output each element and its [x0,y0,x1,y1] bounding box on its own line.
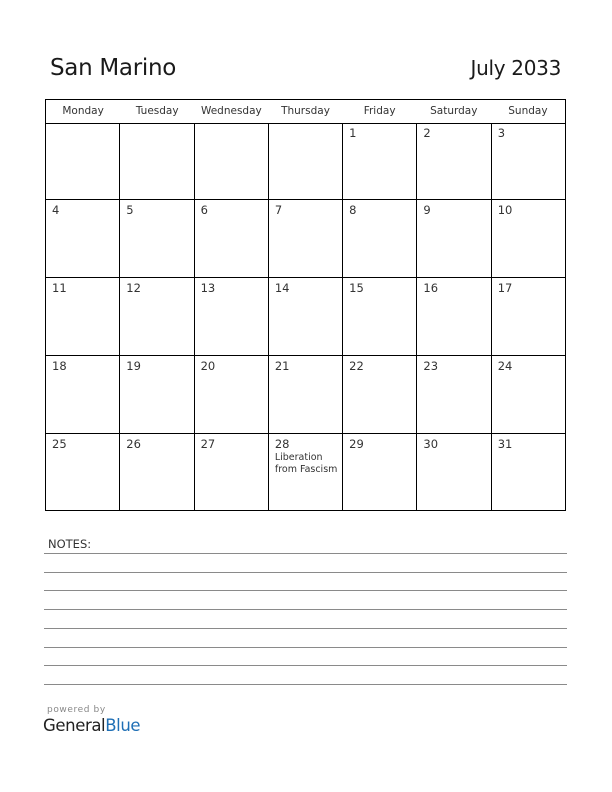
day-number: 20 [200,359,216,373]
week-row [46,278,565,356]
day-cell [119,356,193,433]
day-cell [342,278,416,355]
day-cell [194,356,268,433]
day-cell [342,434,416,511]
day-number: 27 [200,437,216,451]
day-number: 24 [497,359,513,373]
day-number: 23 [423,359,439,373]
weekday-tuesday: Tuesday [135,105,179,117]
notes-line [44,553,567,554]
day-number: 28 [274,437,290,451]
weekday-thursday: Thursday [281,105,330,117]
day-number: 5 [126,203,134,217]
calendar-grid [45,99,566,511]
day-cell [491,123,565,199]
day-cell [491,356,565,433]
day-number: 2 [423,126,431,140]
day-cell [491,278,565,355]
day-cell [46,356,119,433]
weekday-sunday: Sunday [508,105,548,117]
week-row [46,200,565,278]
weekday-wednesday: Wednesday [200,105,262,117]
holiday-label: Liberation from Fascism [274,452,338,475]
notes-line [44,665,567,666]
notes-label: NOTES: [48,537,92,551]
day-number: 6 [200,203,208,217]
day-number: 30 [423,437,439,451]
day-cell [119,123,193,199]
day-number: 17 [497,281,513,295]
generalblue-logo [43,716,140,735]
day-number: 10 [497,203,513,217]
day-number: 14 [274,281,290,295]
week-row [46,434,565,511]
day-number: 31 [497,437,513,451]
day-number: 15 [349,281,364,295]
day-cell [268,434,342,511]
day-cell [416,200,490,277]
weekday-friday: Friday [363,105,396,117]
day-number: 25 [52,437,67,451]
day-cell [46,434,119,511]
day-number: 3 [497,126,506,140]
day-number: 19 [126,359,141,373]
day-cell [46,123,119,199]
weekday-monday: Monday [62,105,104,117]
day-cell [268,356,342,433]
notes-line [44,572,567,573]
day-cell [416,434,490,511]
day-number: 13 [200,281,216,295]
week-row [46,356,565,434]
day-number: 7 [274,203,283,217]
day-number: 26 [126,437,141,451]
notes-line [44,647,567,648]
day-number: 8 [349,203,357,217]
day-cell [268,278,342,355]
day-cell [194,278,268,355]
day-cell [119,200,193,277]
day-number: 22 [349,359,364,373]
day-cell [194,434,268,511]
notes-line [44,609,567,610]
notes-line [44,684,567,685]
month-year-title: July 2033 [470,56,561,80]
day-cell [194,200,268,277]
country-title: San Marino [50,55,177,81]
day-cell [46,200,119,277]
day-number: 1 [349,126,357,140]
weekday-header-row [46,100,565,124]
day-cell [119,434,193,511]
day-number: 12 [126,281,141,295]
day-cell [46,278,119,355]
day-number: 18 [52,359,67,373]
week-row [46,123,565,200]
day-cell [491,200,565,277]
day-cell [342,356,416,433]
day-cell [416,123,490,199]
powered-by-text: powered by [47,705,106,715]
logo-general: General [43,716,106,735]
day-cell [268,123,342,199]
day-number: 21 [274,359,290,373]
day-cell [342,123,416,199]
day-number: 16 [423,281,439,295]
day-number: 29 [349,437,364,451]
day-number: 9 [423,203,431,217]
day-cell [416,356,490,433]
day-cell [416,278,490,355]
notes-line [44,628,567,629]
day-cell [194,123,268,199]
day-cell [342,200,416,277]
day-number: 11 [52,281,67,295]
day-cell [268,200,342,277]
day-number: 4 [52,203,60,217]
day-cell [119,278,193,355]
notes-line [44,590,567,591]
logo-blue: Blue [105,716,141,735]
day-cell [491,434,565,511]
weekday-saturday: Saturday [430,105,478,117]
